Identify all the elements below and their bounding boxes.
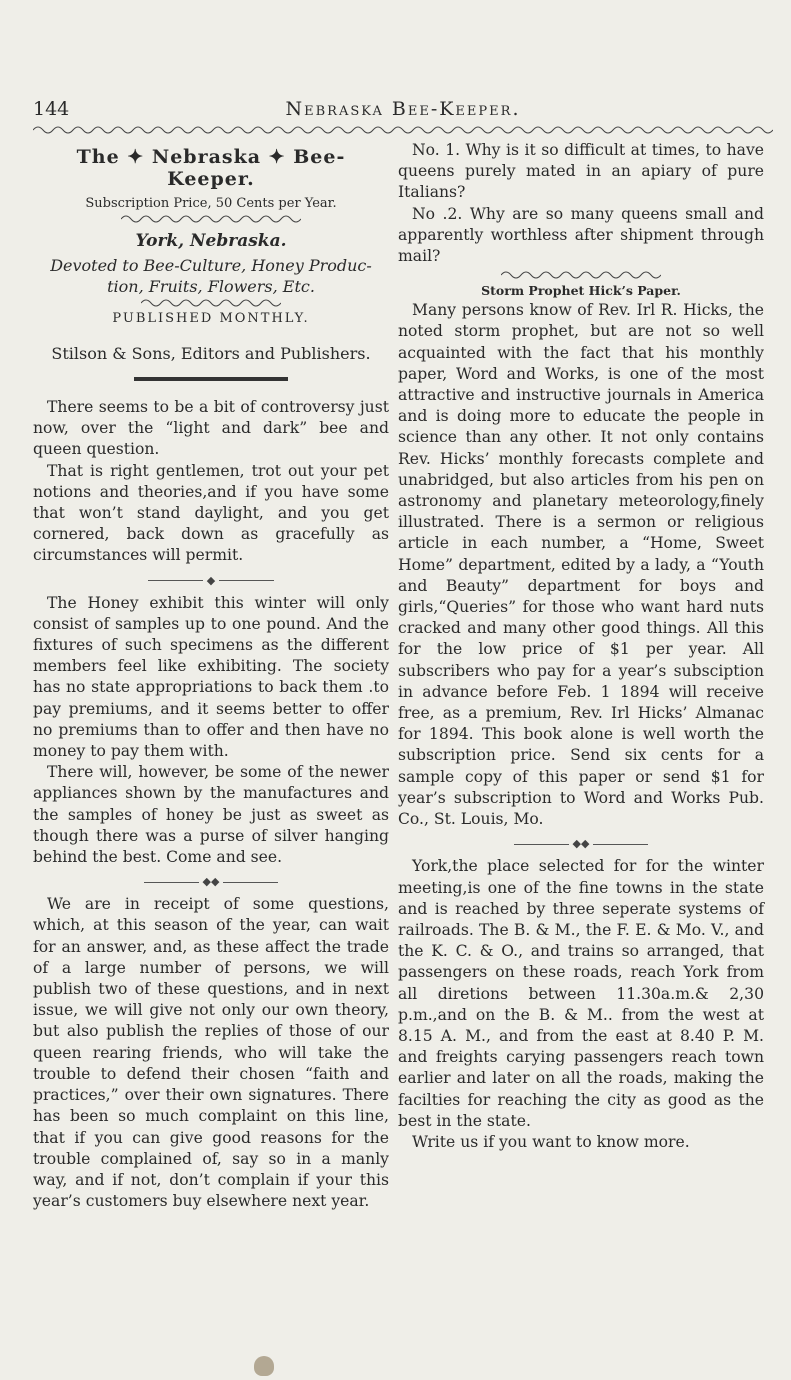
- running-head: [33, 98, 773, 120]
- section-title: Storm Prophet Hick’s Paper.: [481, 283, 681, 299]
- paragraph: York,the place selected for for the winter meeting,is one of the fine towns in the state and is reached by three seperate systems of railroads. The B. & M., the F. E. & Mo. V., and the K. C. & O., and trains so arranged, that passengers on these roads, reach York from all diretions between 11.30a.m.& 2,30 p.m.,and on the B. & M.. from the west at 8.15 A. M., and from the east at 8.40 P. M. and freights carying passengers reach town earlier and later on all the roads, making the facilties for reaching the city as good as the best in the state.: [398, 857, 764, 1130]
- masthead-wavy-rule: [121, 213, 301, 225]
- header-wavy-rule: [33, 122, 773, 134]
- page-number: 144: [33, 98, 70, 120]
- masthead-published: PUBLISHED MONTHLY.: [112, 311, 310, 326]
- left-column: [33, 140, 389, 1212]
- subscription-price: Subscription Price, 50 Cents per Year.: [85, 196, 337, 211]
- paragraph: The Honey exhibit this winter will only consist of samples up to one pound. And the fixtures of such specimens as the different members feel like exhibiting. The society has no state appropriations to back them .to pay premiums, and it seems better to offer no premiums than to offer and then have no money to pay them with.: [33, 593, 389, 761]
- masthead-rule: [134, 377, 288, 381]
- question-2: No .2. Why are so many queens small and apparently worthless after shipment through mail?: [398, 204, 764, 266]
- paragraph: We are in receipt of some questions, which, at this season of the year, can wait for an answer, and, as these affect the trade of a large number of persons, we will publish two of these questions, and in next issue, we will give not only our own theory, but also publish the replies of those of our queen rearing friends, who will take the trouble to defend their chosen “faith and practices,” over their own signatures. There has been so much complaint on this line, that if you can give good reasons for the trouble complained of, say so in a manly way, and if not, don’t complain if your this year’s customers buy elsewhere next year.: [33, 895, 389, 1211]
- separator: ◆◆: [398, 838, 764, 850]
- paragraph: Write us if you want to know more.: [412, 1132, 690, 1151]
- paragraph: That is right gentlemen, trot out your pet notions and theories,and if you have some that won’t stand daylight, and you get cornered, back down as gracefully as circumstances will permit.: [33, 461, 389, 565]
- separator: ◆◆: [33, 876, 389, 888]
- paragraph: There seems to be a bit of controversy just now, over the “light and dark” bee and queen question.: [33, 398, 389, 459]
- separator: ◆: [33, 575, 389, 587]
- journal-title: Nebraska Bee-Keeper.: [285, 98, 521, 120]
- masthead-place: York, Nebraska.: [135, 231, 287, 251]
- bottom-ornament: [254, 1356, 274, 1376]
- masthead-editors: Stilson & Sons, Editors and Publishers.: [51, 344, 371, 363]
- section-wavy-rule: [501, 269, 661, 281]
- masthead-devoted-1: Devoted to Bee-Culture, Honey Produc-: [50, 256, 372, 275]
- paragraph: There will, however, be some of the newer appliances shown by the manufactures and the samples of honey be just as sweet as though there was a purse of silver hanging behind the best. Come and see.: [33, 763, 389, 867]
- masthead-title: The ✦ Nebraska ✦ Bee-Keeper.: [76, 146, 346, 190]
- paragraph: Many persons know of Rev. Irl R. Hicks, the noted storm prophet, but are not so well acquainted with the fact that his monthly paper, Word and Works, is one of the most attractive and instructive journals in America and is doing more to educate the people in science than any other. It not only contains Rev. Hicks’ monthly forecasts complete and unabridged, but also articles from his pen on astronomy and planetary meteorology,finely illustrated. There is a sermon or religious article in each number, a “Home, Sweet Home” department, edited by a lady, a “Youth and Beauty” department for boys and girls,“Queries” for those who want hard nuts cracked and many other good things. All this for the low price of $1 per year. All subscribers who pay for a year’s subsciption in advance before Feb. 1 1894 will receive free, as a premium, Rev. Irl Hicks’ Almanac for 1894. This book alone is well worth the subscription price. Send six cents for a sample copy of this paper or send $1 for year’s subscription to Word and Works Pub. Co., St. Louis, Mo.: [398, 301, 764, 829]
- question-1: No. 1. Why is it so difficult at times, to have queens purely mated in an apiary of pure Italians?: [398, 141, 764, 202]
- right-column: [398, 140, 764, 1153]
- devoted-wavy-rule: [141, 297, 281, 309]
- masthead-devoted-2: tion, Fruits, Flowers, Etc.: [107, 277, 315, 296]
